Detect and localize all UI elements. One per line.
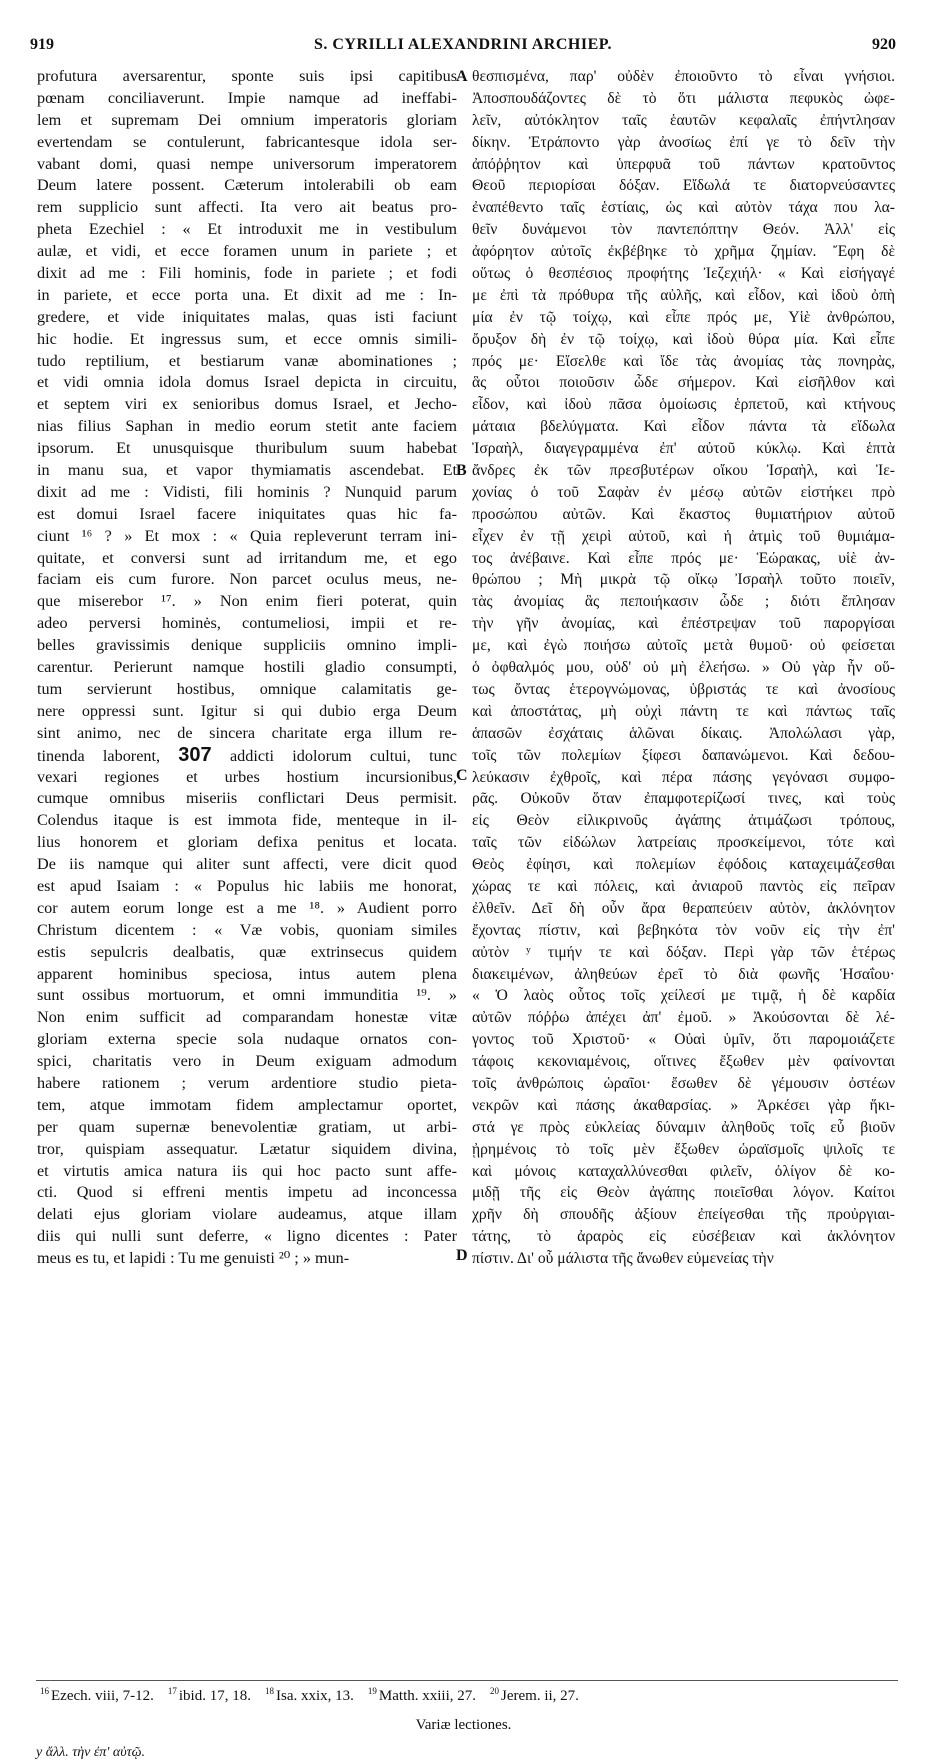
- footnote-item: [490, 1688, 579, 1704]
- text-line: μία ἐν τῷ τοίχῳ, καὶ εἶπε πρός με, Υἱὲ ἀνθρώπου,: [472, 308, 895, 326]
- text-line: χώρας τε καὶ πόλεις, καὶ ἀνιαροῦ παντὸς εἰς πεῖραν: [472, 877, 895, 895]
- text-line: De iis namque qui aliter sunt affecti, vere dicit quod: [37, 855, 457, 874]
- text-line: ταῖς τῶν εἰδώλων λατρείαις προσκείμενοι, τότε καὶ: [472, 834, 895, 852]
- text-line: νεκρῶν καὶ πάσης ἀκαθαρσίας. » Ἀρκέσει γὰρ ἥκι-: [472, 1096, 895, 1114]
- text-line: et virtutis amica natura iis qui hoc pacto sunt affe-: [37, 1161, 457, 1180]
- text-line: χονίας ὁ τοῦ Σαφὰν ἐν μέσῳ αὐτῶν εἱστήκει πρὸ: [472, 483, 895, 501]
- text-line: adeo perversi hominės, contumeliosi, impii et re-: [37, 614, 457, 633]
- footnote-rule: [36, 1680, 898, 1681]
- text-line: cti. Quod si effreni mentis impetu ad inconcessa: [37, 1183, 457, 1202]
- text-line: ipsorum. Et unusquisque thuribulum suum habebat: [37, 439, 457, 458]
- text-line: sunt ossibus mortuorum, et omni immunditia ¹⁹. »: [37, 986, 457, 1005]
- text-line: sint animo, nec de sincera charitate erga illum re-: [37, 723, 457, 742]
- text-line: τοῖς τῶν πολεμίων ξίφεσι δαπανώμενοι. Καὶ δεδου-: [472, 746, 895, 764]
- text-line: τοῖς ἀνθρώποις ὡραῖοι· ἔσωθεν δὲ γέμουσιν ὀστέων: [472, 1074, 895, 1092]
- latin-column: [37, 66, 457, 1270]
- text-line: pheta Ezechiel : « Et introduxit me in vestibulum: [37, 220, 457, 239]
- text-line: Ἀποσπουδάζοντες δὲ τὸ ὅτι μάλιστα πεφυκὸς ὠφε-: [472, 89, 895, 107]
- text-line: Ἰσραὴλ, διαγεγραμμένα ἐπ' αὐτοῦ κύκλῳ. Καὶ ἑπτὰ: [472, 440, 895, 458]
- running-title: S. CYRILLI ALEXANDRINI ARCHIEP.: [313, 36, 613, 53]
- text-line: εἶδον, καὶ ἰδοὺ πᾶσα ὁμοίωσις ἑρπετοῦ, καὶ κτήνους: [472, 396, 895, 414]
- text-line: αὐτῶν πόῤῥω ἀπέχει ἀπ' ἐμοῦ. » Ἀκούσονται δὲ λέ-: [472, 1009, 895, 1027]
- text-line: θεσπισμένα, παρ' οὐδὲν ἐποιοῦντο τὸ εἶναι γνήσιοι.: [472, 68, 895, 85]
- text-line: « Ὁ λαὸς οὗτος τοῖς χείλεσί με τιμᾷ, ἡ δὲ καρδία: [472, 987, 895, 1005]
- text-line: carentur. Perierunt namque hostili gladio consumpti,: [37, 658, 457, 677]
- text-line: λεῖν, αὐτόκλητον ταῖς ἑαυτῶν κεφαλαῖς ἐπήντλησαν: [472, 111, 895, 129]
- footnote-item: [40, 1688, 154, 1704]
- text-line: γοντος τοῦ Χριστοῦ· « Οὐαὶ ὑμῖν, ὅτι παρομοιάζετε: [472, 1031, 895, 1049]
- margin-marker-b: B: [456, 462, 467, 479]
- text-line: οὕτως ὁ θεσπέσιος προφήτης Ἰεζεχιήλ· « Καὶ εἰσήγαγέ: [472, 265, 895, 283]
- text-line: καὶ ἀποστάτας, μὴ οὐχὶ πάντη τε καὶ πάντως ταῖς: [472, 702, 895, 720]
- text-line: ὄρυξον δὴ ἐν τῷ τοίχῳ, καὶ ἰδοὺ θύρα μία. Καὶ εἶπε: [472, 330, 895, 348]
- text-line: Colendus itaque is est immota fide, menteque in il-: [37, 811, 457, 830]
- text-line: estis sepulcris dealbatis, quæ extrinsecus quidem: [37, 942, 457, 961]
- text-line: προσώπου αὐτῶν. Καὶ ἕκαστος θυμιατήριον αὐτοῦ: [472, 505, 895, 523]
- margin-marker-d: D: [456, 1247, 468, 1264]
- text-line: gloriam externa specie sola nudaque ornatos con-: [37, 1030, 457, 1049]
- text-line: ἁπασῶν ἐσχάταις ἁλῶναι δίκαις. Ἀπολώλασι γὰρ,: [472, 724, 895, 742]
- text-line: dixit ad me : Vidisti, fili hominis ? Nunquid parum: [37, 482, 457, 501]
- page-number-left: 919: [30, 36, 54, 53]
- text-line: διακειμένων, ἀληθεύων ἐρεῖ τὸ διὰ φωνῆς Ἡσαΐου·: [472, 965, 895, 983]
- text-line: λεύκασιν ἐχθροῖς, καὶ πέρα πάσης γεγόνασι συμφο-: [472, 768, 895, 786]
- text-line: τος ἀνέβαινε. Καὶ εἶπε πρός με· Ἑώρακας, υἱὲ ἀν-: [472, 549, 895, 567]
- text-line: ἃς οὗτοι ποιοῦσιν ὧδε σήμερον. Καὶ εἰσῆλθον καὶ: [472, 374, 895, 392]
- margin-marker-c: C: [456, 767, 468, 784]
- text-line: cor autem eorum longe est a me ¹⁸. » Audient porro: [37, 898, 457, 917]
- footnote-item: [265, 1688, 354, 1704]
- text-line: Θεοῦ περιορίσαι δόξαν. Εἴδωλά τε διατορνεύσαντες: [472, 177, 895, 195]
- text-line: spici, charitatis vero in Deum exiguam admodum: [37, 1052, 457, 1071]
- text-line: καὶ μόνοις καταχαλλύνεσθαι φιλεῖν, ὀλίγον δὲ κο-: [472, 1162, 895, 1180]
- text-line: Deum latere possent. Cæterum intolerabili ob eam: [37, 176, 457, 195]
- text-line: et vidi omnia idola domus Israel depicta in circuitu,: [37, 373, 457, 392]
- text-line: aulæ, et vidi, et ecce foramen unum in pariete ; et: [37, 242, 457, 261]
- text-line: quitate, et conversi sunt ad irritandum me, et ego: [37, 548, 457, 567]
- page-header: [30, 36, 896, 60]
- text-line: τὴν γῆν ἀνομίας, καὶ ἐπέστρεψαν τοῦ παροργίσαι: [472, 615, 895, 633]
- text-line: gredere, et vide iniquitates malas, quas isti faciunt: [37, 307, 457, 326]
- text-line: με, καὶ ἐγὼ ποιήσω αὐτοῖς μετὰ θυμοῦ· οὐ φείσεται: [472, 637, 895, 655]
- text-line: diis qui nulli sunt deferre, « ligno dicentes : Pater: [37, 1227, 457, 1246]
- text-line: με ἐπὶ τὰ πρόθυρα τῆς αὐλῆς, καὶ εἶδον, καὶ ἰδοὺ ὀπὴ: [472, 286, 895, 304]
- text-line: tum servierunt hostibus, omnique calamitatis ge-: [37, 679, 457, 698]
- text-line: tem, atque immotam fidem amplectamur oportet,: [37, 1095, 457, 1114]
- text-line: Christum dicentem : « Væ vobis, quoniam similes: [37, 920, 457, 939]
- text-line: lius honorem et gloriam defixa penitus et locata.: [37, 833, 457, 852]
- text-line: meus es tu, et lapidi : Tu me genuisti ²⁰ ; » mun-: [37, 1249, 350, 1268]
- text-line: rem supplicio sunt affecti. Ita vero ait beatus pro-: [37, 198, 457, 217]
- text-line: delati ejus gloriam violare audeamus, atque illam: [37, 1205, 457, 1224]
- text-line: in manu sua, et vapor thymiamatis ascendebat. Et: [37, 461, 457, 480]
- text-line: ἄνδρες ἐκ τῶν πρεσβυτέρων οἴκου Ἰσραὴλ, καὶ Ἰε-: [472, 462, 895, 480]
- footnote-text: Jerem. ii, 27.: [501, 1688, 579, 1704]
- column-number: 307: [178, 744, 212, 766]
- text-line: τάτης, τὸ ἀραρὸς εἰς εὐσέβειαν καὶ ἀκλόνητον: [472, 1228, 895, 1246]
- text-line: εἶχεν ἐν τῇ χειρὶ αὐτοῦ, καὶ ἡ ἀτμὶς τοῦ θυμιάμα-: [472, 527, 895, 545]
- footnote-text: ibid. 17, 18.: [178, 1688, 251, 1704]
- footnote-text: Matth. xxiii, 27.: [378, 1688, 476, 1704]
- text-line: tudo reptilium, et bestiarum vanæ abominationes ;: [37, 351, 457, 370]
- text-line: πίστιν. Δι' οὗ μάλιστα τῆς ἄνωθεν εὐμενείας τὴν: [472, 1250, 774, 1268]
- text-line: evertendam se contulerunt, fabricantesque idola ser-: [37, 132, 457, 151]
- footnote-item: [368, 1688, 476, 1704]
- text-line: nere oppressi sunt. Igitur si qui dubio erga Deum: [37, 701, 457, 720]
- text-line: que miserebor ¹⁷. » Non enim fieri poterat, quin: [37, 592, 457, 611]
- text-line: μιδῇ τῆς εἰς Θεὸν ἀγάπης ποιεῖσθαι λόγον. Καίτοι: [472, 1184, 895, 1202]
- text-line: est apud Isaiam : « Populus hic labiis me honorat,: [37, 876, 457, 895]
- footnote-number: 20: [490, 1686, 499, 1696]
- text-line: τὰς ἀνομίας ἃς πεποιήκασιν ὧδε ; διότι ἔπλησαν: [472, 593, 895, 611]
- text-line: θρώπου ; Μὴ μικρὰ τῷ οἴκῳ Ἰσραὴλ τοῦτο ποιεῖν,: [472, 571, 895, 589]
- text-line: τως ὄντας ἑτερογνώμονας, ὑβριστάς τε καὶ ἀνοσίους: [472, 680, 895, 698]
- text-line: μάταια βδελύγματα. Καὶ εἶδον πάντα τὰ εἴδωλα: [472, 418, 895, 436]
- text-line: tinenda laborent, 307 addicti idolorum cultui, tunc: [37, 744, 457, 766]
- text-line: τάφοις κεκονιαμένοις, οἵτινες ἔξωθεν μὲν φαίνονται: [472, 1053, 895, 1071]
- text-line: lem et supremam Dei omnium imperatoris gloriam: [37, 110, 457, 129]
- text-line: cumque omnibus miseriis conflictari Deus permisit.: [37, 789, 457, 808]
- text-line: apparent hominibus speciosa, intus autem plena: [37, 964, 457, 983]
- footnotes: [40, 1686, 900, 1705]
- footnote-number: 19: [367, 1686, 377, 1696]
- text-line: ᾐρημένοις τὸ τοῖς μὲν ἔξωθεν ὡραϊσμοῖς ψιλοῖς τε: [472, 1140, 895, 1158]
- text-line: χρῆν δὴ σπουδῆς ἀξίουν ἐπείγεσθαι τῆς προὐργιαι-: [472, 1206, 895, 1224]
- text-line: θεῖν δυνάμενοι τὸν παντεπόπτην Θεόν. Ἀλλ' εἰς: [472, 221, 895, 239]
- text-line: ἔχοντας πίστιν, καὶ βεβηκότα τὸν νοῦν εἰς τὴν ἐπ': [472, 921, 895, 939]
- text-line: αὐτὸν ʸ τιμήν τε καὶ δόξαν. Περὶ γὰρ τῶν ἑτέρως: [472, 943, 895, 961]
- text-line: Non enim sufficit ad comparandam honestæ vitæ: [37, 1008, 457, 1027]
- text-line: εἰς Θεὸν εἰλικρινοῦς ἀγάπης ἀτιμάζωσι τρόπους,: [472, 812, 895, 830]
- text-line: tror, quispiam assequatur. Lætatur siquidem divina,: [37, 1139, 457, 1158]
- text-line: ἀφόρητον αὐτοῖς ἐκβέβηκε τὸ χρῆμα ζημίαν. Ἔφη δὲ: [472, 243, 895, 261]
- text-line: nias filius Saphan in medio eorum stetit ante faciem: [37, 417, 457, 436]
- text-line: pœnam conciliaverunt. Impie namque ad ineffabi-: [37, 88, 457, 107]
- margin-marker-a: A: [456, 68, 468, 85]
- footnote-text: Isa. xxix, 13.: [275, 1688, 354, 1704]
- text-line: belles gravissimis denique suppliciis omnino impli-: [37, 636, 457, 655]
- variae-lectiones-title: Variæ lectiones.: [415, 1717, 512, 1733]
- text-line: ἐναπέθεντο ταῖς ἑστίαις, ὡς καὶ αὐτὸν τάχα που λα-: [472, 199, 895, 217]
- text-line: per quam supernæ benevolentiæ gratiam, ut arbi-: [37, 1117, 457, 1136]
- text-line: hic hodie. Et ingressus sum, et ecce omnis simili-: [37, 329, 457, 348]
- text-line: faciam eis cum furore. Non parcet oculus meus, ne-: [37, 570, 457, 589]
- page-number-right: 920: [872, 36, 896, 53]
- text-line: et septem viri ex senioribus domus Israel, et Jecho-: [37, 395, 457, 414]
- variant-note: y ἄλλ. τὴν ἐπ' αὐτῷ.: [36, 1745, 146, 1760]
- text-line: ἀπόῤῥητον καὶ ὑπερφυᾶ τοῦ πάντων κρατοῦντος: [472, 155, 895, 173]
- text-line: ρᾶς. Οὐκοῦν ὅταν ἐπαμφοτερίζωσί τινες, καὶ τοὺς: [472, 790, 895, 808]
- footnote-number: 17: [167, 1686, 177, 1696]
- text-line: habere rationem ; verum ardentiore studio pieta-: [37, 1073, 457, 1092]
- greek-column: [472, 66, 895, 1270]
- text-line: ὁ ὀφθαλμός μου, οὐδ' οὐ μὴ ἐλεήσω. » Οὐ γὰρ ἦν οὕ-: [472, 659, 895, 677]
- text-line: profutura aversarentur, sponte suis ipsi capitibus: [37, 67, 457, 85]
- text-line: Θεὸς ἐφίησι, καὶ πολεμίων ἐφόδοις καταχειμάζεσθαι: [472, 856, 895, 874]
- text-line: ciunt ¹⁶ ? » Et mox : « Quia repleverunt terram ini-: [37, 526, 457, 545]
- text-line: ἐλθεῖν. Δεῖ δὴ οὖν ἄρα θεραπεύειν αὐτὸν, ἀκλόνητον: [472, 899, 895, 917]
- text-line: vexari regiones et urbes hostium incursionibus,: [37, 767, 457, 786]
- footnote-number: 18: [264, 1686, 274, 1696]
- text-line: in pariete, et ecce porta una. Et dixit ad me : In-: [37, 285, 457, 304]
- text-line: vabant domi, quasi nempe universorum imperatorem: [37, 154, 457, 173]
- footnote-number: 16: [40, 1686, 49, 1696]
- footnote-item: [168, 1688, 251, 1704]
- text-line: dixit ad me : Fili hominis, fode in pariete ; et fodi: [37, 264, 457, 283]
- text-line: στά γε πρὸς εὐκλείας δύναμιν ἀληθοῦς τοῖς εὖ βιοῦν: [472, 1118, 895, 1136]
- text-line: est domui Israel facere iniquitates quas hic fa-: [37, 504, 457, 523]
- text-line: πρός με· Εἴσελθε καὶ ἴδε τὰς ἀνομίας τὰς πονηρὰς,: [472, 352, 895, 370]
- footnote-text: Ezech. viii, 7-12.: [51, 1688, 154, 1704]
- text-line: δίκην. Ἐτράποντο γὰρ ἀνοσίως ἐπί γε τὸ δεῖν τὴν: [472, 133, 895, 151]
